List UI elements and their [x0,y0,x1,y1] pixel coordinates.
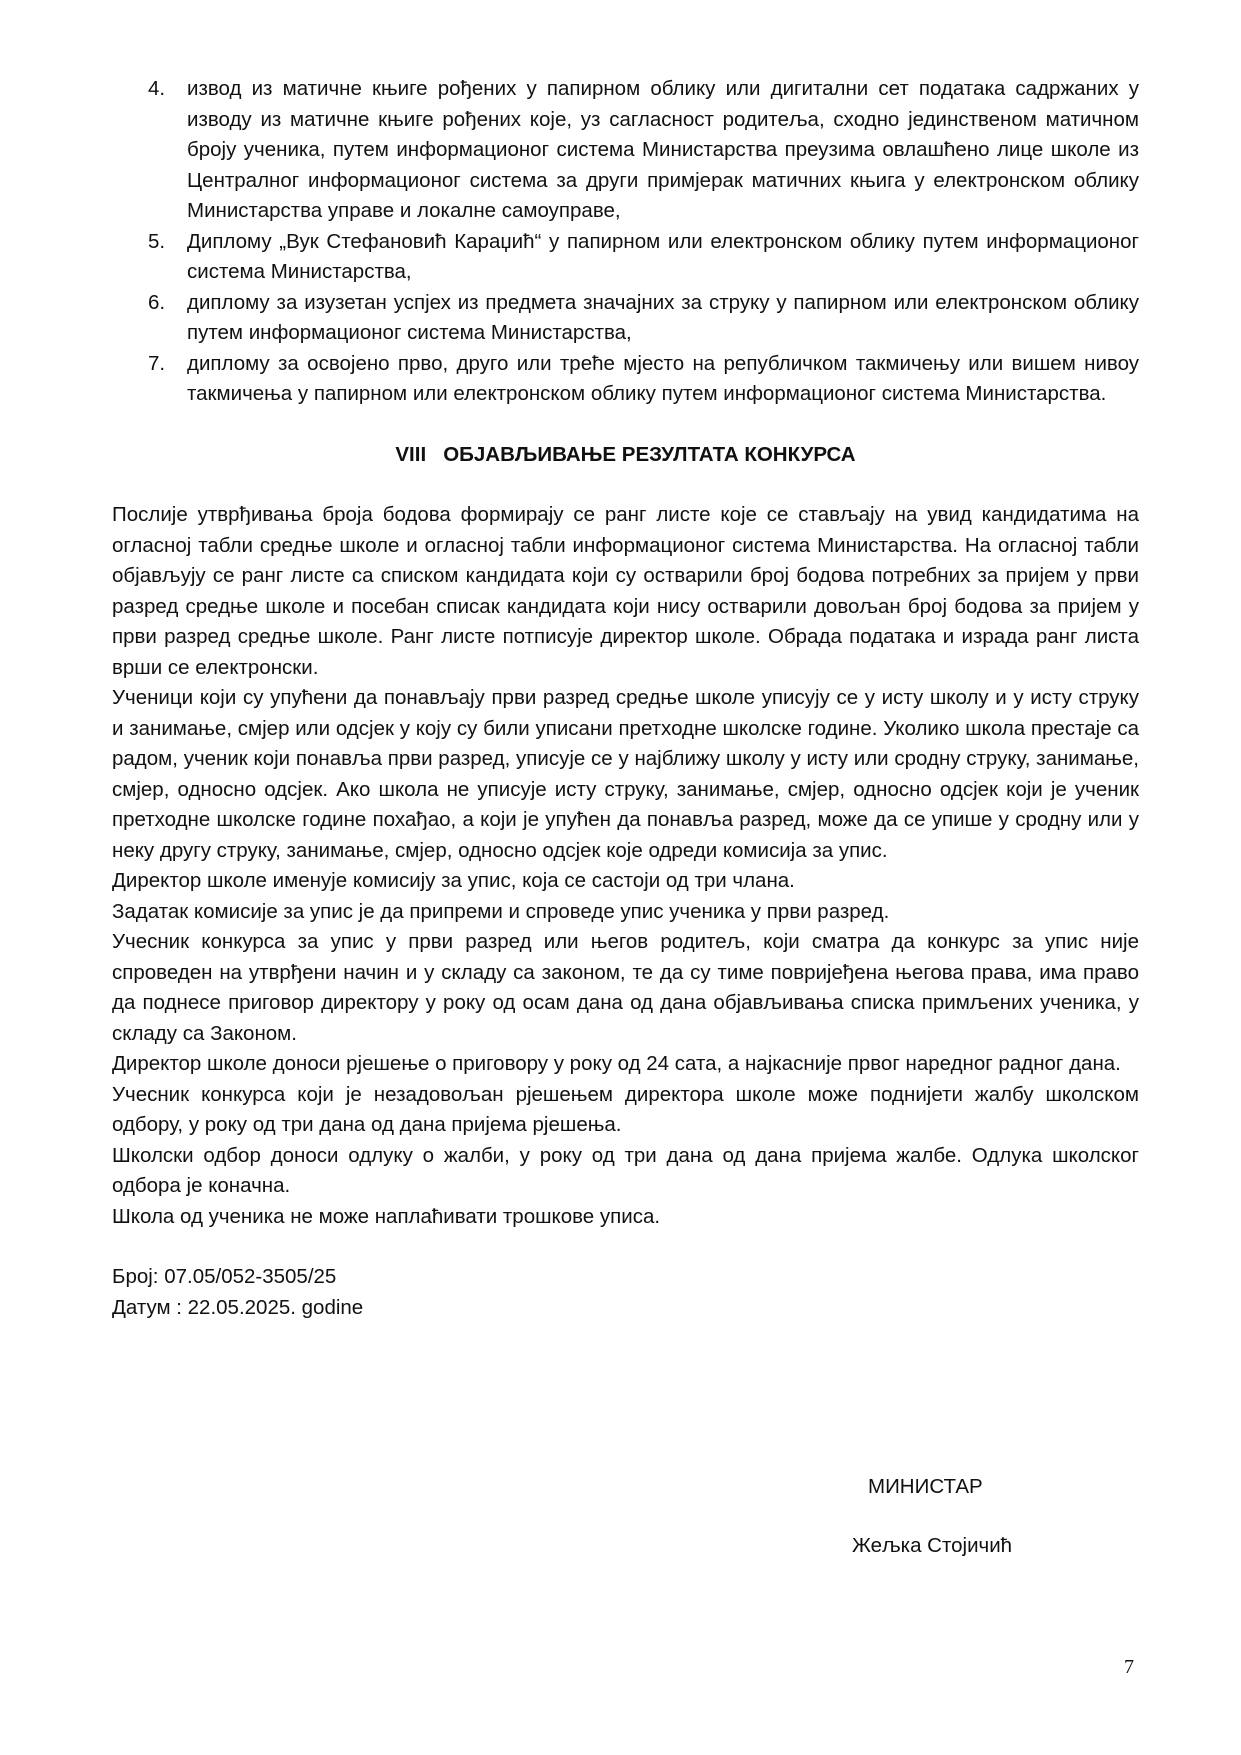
list-item [112,227,1139,288]
paragraph: Учесник конкурса за упис у први разред или његов родитељ, који сматра да конкурс за упис није спроведен на утврђени начин и у складу са законом, те да су тиме повријеђена његова права, има право да поднесе приговор директору у року од осам дана од дана објављивања списка примљених ученика, у складу са Законом. [112,930,1139,1045]
list-text: диплому за освојено прво, друго или треће мјесто на републичком такмичењу или вишем нивоу такмичења у папирном или електронском облику путем информационог система Министарства. [187,351,1139,405]
paragraph: Директор школе доноси рјешење о приговору у року од 24 сата, а најкасније првог наредног радног дана. [112,1052,1121,1075]
paragraph: Директор школе именује комисију за упис, која се састоји од три члана. [112,869,795,892]
page-number: 7 [1124,1656,1134,1678]
paragraph: Школа од ученика не може наплаћивати трошкове уписа. [112,1204,661,1228]
document-page [112,74,1139,1323]
list-text: Диплому „Вук Стефановић Караџић“ у папирном или електронском облику путем информационог система Министарства, [187,229,1139,283]
document-number: Број: 07.05/052-3505/25 [112,1265,337,1288]
document-list [112,74,1139,410]
document-date: Датум : 22.05.2025. godine [112,1295,364,1319]
signature-name: Жељка Стојичић [852,1534,1013,1557]
paragraph: Послије утврђивања броја бодова формирају се ранг листе које се стављају на увид кандидатима на огласној табли средње школе и огласној табли информационог система Министарства. На огласној табли објављују се ранг листе са списком кандидата који су остварили број бодова потребних за пријем у први разред средње школе и посебан списак кандидата који нису остварили довољан број бодова за пријем у први разред средње школе. Ранг листе потписује директор школе. Обрада података и израда ранг листа врши се електронски. [112,503,1139,679]
list-text: извод из матичне књиге рођених у папирном облику или дигитални сет података садржаних у изводу из матичне књиге рођених које, уз сагласност родитеља, сходно јединственом матичном броју ученика, путем информационог система Министарства преузима овлашћено лице школе из Централног информационог система за други примјерак матичних књига у електронском облику Министарства управе и локалне самоуправе, [187,77,1139,222]
list-item [112,74,1139,227]
section-heading: VIII ОБЈАВЉИВАЊЕ РЕЗУЛТАТА КОНКУРСА [395,442,856,466]
document-reference [112,1262,1139,1323]
signature-title: МИНИСТАР [868,1475,983,1498]
paragraph: Школски одбор доноси одлуку о жалби, у року од три дана од дана пријема жалбе. Одлука школског одбора је коначна. [112,1143,1139,1197]
list-number: 6. [148,290,166,314]
list-text: диплому за изузетан успјех из предмета значајних за струку у папирном или електронском облику путем информационог система Министарства, [187,290,1139,344]
list-item [112,349,1139,410]
paragraph: Ученици који су упућени да понављају први разред средње школе уписују се у исту школу и у исту струку и занимање, смјер или одсјек у коју су били уписани претходне школске године. Уколико школа престаје са радом, ученик који понавља први разред, уписује се у најближу школу у исту или сродну струку, занимање, смјер, односно одсјек. Ако школа не уписује исту струку, занимање, смјер, односно одсјек који је ученик претходне школске године похађао, а који је упућен да понавља разред, може да се упише у сродну или у неку другу струку, занимање, смјер, односно одсјек које одреди комисија за упис. [112,686,1139,862]
paragraph: Задатак комисије за упис је да припреми и спроведе упис ученика у први разред. [112,899,890,923]
list-item [112,288,1139,349]
paragraph: Учесник конкурса који је незадовољан рјешењем директора школе може поднијети жалбу школском одбору, у року од три дана од дана пријема рјешења. [112,1082,1139,1136]
list-number: 4. [148,77,166,100]
list-number: 5. [148,229,166,253]
list-number: 7. [148,351,166,375]
